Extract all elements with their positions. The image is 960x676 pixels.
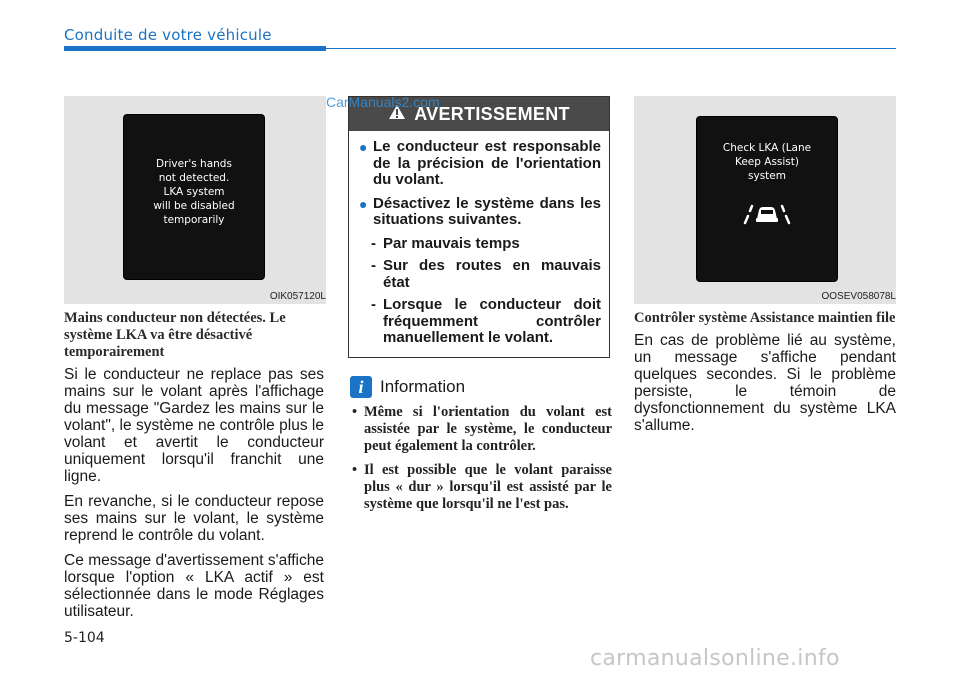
screen-line: Keep Assist) bbox=[734, 156, 799, 168]
left-column bbox=[64, 310, 324, 628]
section-heading: Mains conducteur non détectées. Le système LKA va être désactivé temporairement bbox=[64, 310, 286, 360]
dash-icon: - bbox=[371, 296, 376, 313]
screen-line: temporarily bbox=[163, 214, 225, 226]
screen-line: system bbox=[748, 170, 786, 182]
bullet-icon: ● bbox=[359, 195, 368, 212]
warning-item-text: Le conducteur est responsable de la précision de l'orientation du volant. bbox=[373, 138, 601, 188]
warning-item-text: Désactivez le système dans les situations suivantes. bbox=[373, 194, 601, 228]
warning-sub-item-text: Lorsque le conducteur doit fréquemment contrôler manuellement le volant. bbox=[383, 296, 601, 346]
screen-line: will be disabled bbox=[153, 200, 235, 212]
warning-sub-item bbox=[359, 258, 601, 291]
warning-sub-item-text: Par mauvais temps bbox=[383, 234, 520, 252]
section-heading: Contrôler système Assistance maintien file bbox=[634, 310, 896, 326]
page-number: 5-104 bbox=[64, 630, 105, 646]
figure-left bbox=[64, 96, 326, 304]
section-title: Conduite de votre véhicule bbox=[64, 26, 272, 44]
watermark-bottom: carmanualsonline.info bbox=[590, 646, 840, 671]
warning-title: AVERTISSEMENT bbox=[414, 103, 570, 124]
warning-sub-item-text: Sur des routes en mauvais état bbox=[383, 257, 601, 291]
warning-list bbox=[349, 131, 609, 347]
figure-right bbox=[634, 96, 896, 304]
information-item bbox=[350, 462, 612, 513]
information-item bbox=[350, 404, 612, 455]
cluster-screen-right bbox=[696, 116, 838, 282]
information-header bbox=[350, 376, 465, 398]
header-rule-thick bbox=[64, 46, 326, 51]
screen-line: Driver's hands bbox=[156, 158, 232, 170]
body-paragraph: Si le conducteur ne replace pas ses mains sur le volant après l'affichage du message "Gardez les mains sur le volant", le système ne contrôle plus le volant et avertit le conducteur uniquement lorsqu'il franchit une ligne. bbox=[64, 366, 324, 485]
lka-warning-car-icon bbox=[697, 199, 837, 229]
warning-box bbox=[348, 96, 610, 358]
header-rule-thin bbox=[326, 48, 896, 49]
body-paragraph: En revanche, si le conducteur repose ses mains sur le volant, le système reprend le contrôle du volant. bbox=[64, 493, 324, 544]
dash-icon: - bbox=[371, 234, 376, 252]
warning-sub-item bbox=[359, 297, 601, 347]
information-title: Information bbox=[380, 377, 466, 396]
figure-caption: OIK057120L bbox=[269, 291, 326, 302]
cluster-screen-left bbox=[123, 114, 265, 280]
dash-icon: - bbox=[371, 257, 376, 274]
screen-line: Check LKA (Lane bbox=[722, 142, 812, 154]
warning-sub-item bbox=[359, 236, 601, 253]
warning-item bbox=[359, 139, 601, 189]
right-column bbox=[634, 310, 896, 442]
information-item-text: Même si l'orientation du volant est assistée par le système, le conducteur peut également la contrôler. bbox=[364, 404, 612, 454]
info-icon: i bbox=[350, 376, 372, 398]
screen-line: LKA system bbox=[163, 186, 225, 198]
warning-item bbox=[359, 196, 601, 229]
information-list bbox=[350, 404, 612, 520]
body-paragraph: Ce message d'avertissement s'affiche lorsque l'option « LKA actif » est sélectionnée dans le mode Réglages utilisateur. bbox=[64, 552, 324, 620]
bullet-icon: ● bbox=[359, 139, 368, 155]
bullet-icon: • bbox=[352, 404, 358, 420]
figure-caption: OOSEV058078L bbox=[821, 291, 896, 302]
body-paragraph: En cas de problème lié au système, un message s'affiche pendant quelques secondes. Si le problème persiste, le témoin de dysfonctionnement du système LKA s'allume. bbox=[634, 332, 896, 434]
information-item-text: Il est possible que le volant paraisse plus « dur » lorsqu'il est assisté par le système que lorsqu'il ne l'est pas. bbox=[364, 462, 612, 512]
watermark-top: CarManuals2.com bbox=[326, 94, 440, 110]
bullet-icon: • bbox=[352, 462, 358, 478]
screen-line: not detected. bbox=[158, 172, 230, 184]
